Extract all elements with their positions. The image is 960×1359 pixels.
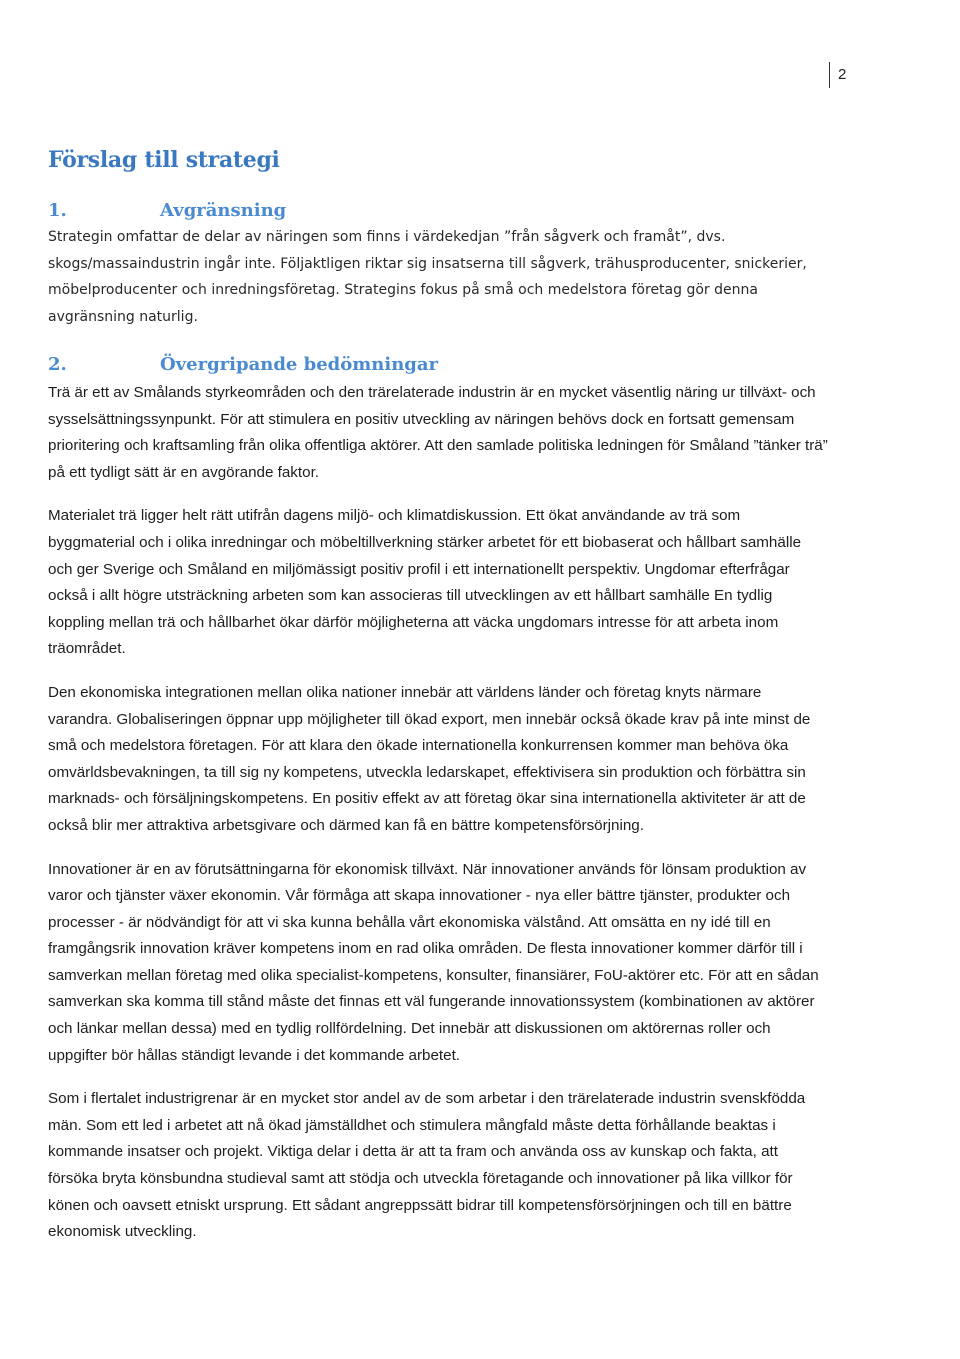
- paragraph: Som i flertalet industrigrenar är en mycket stor andel av de som arbetar i den trärelaterade industrin svenskfödda män. Som ett led i arbetet att nå ökad jämställdhet och stimulera mångfald måste detta förhållande beaktas i kommande insatser och projekt. Viktiga delar i detta är att ta fram och använda oss av kunskap och fakta, att försöka bryta könsbundna studieval samt att stödja och utveckla företagande och innovationer på lika villkor för könen och oavsett etniskt ursprung. Ett sådant angreppssätt bidrar till kompetensförsörjningen och till en bättre ekonomisk utveckling.: [48, 1090, 806, 1241]
- section-title: Avgränsning: [160, 200, 287, 221]
- section-title: Övergripande bedömningar: [160, 354, 439, 375]
- paragraph: Materialet trä ligger helt rätt utifrån dagens miljö- och klimatdiskussion. Ett ökat användande av trä som byggmaterial och i olika inredningar och möbeltillverkning stärker arbetet för ett biobaserat och hållbart samhälle och ger Sverige och Småland en miljömässigt positiv profil i ett internationellt perspektiv. Ungdomar efterfrågar också i allt högre utsträckning arbeten som kan associeras till utvecklingen av ett hållbart samhälle En tydlig koppling mellan trä och hållbarhet ökar därför möjligheterna att väcka ungdomars intresse för att arbeta inom träområdet.: [48, 507, 802, 658]
- section-number: 1.: [48, 200, 67, 221]
- paragraph: Trä är ett av Smålands styrkeområden och den trärelaterade industrin är en mycket väsentlig näring ur tillväxt- och sysselsättningssynpunkt. För att stimulera en positiv utveckling av näringen behövs dock en fortsatt gemensam prioritering och kraftsamling från olika offentliga aktörer. Att den samlade politiska ledningen för Småland ”tänker trä” på ett tydligt sätt är en avgörande faktor.: [48, 384, 828, 481]
- section-heading-avgransning: [48, 198, 828, 224]
- page-number: 2: [829, 62, 846, 88]
- paragraph: Innovationer är en av förutsättningarna för ekonomisk tillväxt. När innovationer används för lönsam produktion av varor och tjänster växer ekonomin. Vår förmåga att skapa innovationer - nya eller bättre tjänster, produkter och processer - är nödvändigt för att vi ska kunna behålla vårt ekonomiska välstånd. Att omsätta en ny idé till en framgångsrik innovation kräver kompetens inom en rad olika områden. De flesta innovationer kommer därför till i samverkan mellan företag med olika specialist-kompetens, konsulter, finansiärer, FoU-aktörer etc. För att en sådan samverkan ska komma till stånd måste det finnas ett väl fungerande innovationssystem (kombinationen av aktörer och länkar mellan dessa) med en tydlig rollfördelning. Det innebär att diskussionen om aktörernas roller och uppgifter bör hållas ständigt levande i det kommande arbetet.: [48, 860, 819, 1064]
- page-title: Förslag till strategi: [48, 147, 280, 173]
- document-body: [48, 144, 828, 1246]
- section-heading-overgripande: [48, 352, 828, 378]
- section-number: 2.: [48, 354, 67, 375]
- paragraph: Strategin omfattar de delar av näringen som finns i värdekedjan ”från sågverk och framåt”, dvs. skogs/massaindustrin ingår inte. Följaktligen riktar sig insatserna till sågverk, trähusproducenter, snickerier, möbelproducenter och inredningsföretag. Strategins fokus på små och medelstora företag gör denna avgränsning naturlig.: [48, 229, 807, 325]
- paragraph: Den ekonomiska integrationen mellan olika nationer innebär att världens länder och företag knyts närmare varandra. Globaliseringen öppnar upp möjligheter till ökad export, men innebär också ökade krav på inte minst de små och medelstora företagen. För att klara den ökade internationella konkurrensen kommer man behöva öka omvärldsbevakningen, ta till sig ny kompetens, utveckla ledarskapet, effektivisera sin produktion och förbättra sin marknads- och försäljningskompetens. En positiv effekt av att företag ökar sina internationella aktiviteter är att de också blir mer attraktiva arbetsgivare och därmed kan få en bättre kompetensförsörjning.: [48, 683, 811, 834]
